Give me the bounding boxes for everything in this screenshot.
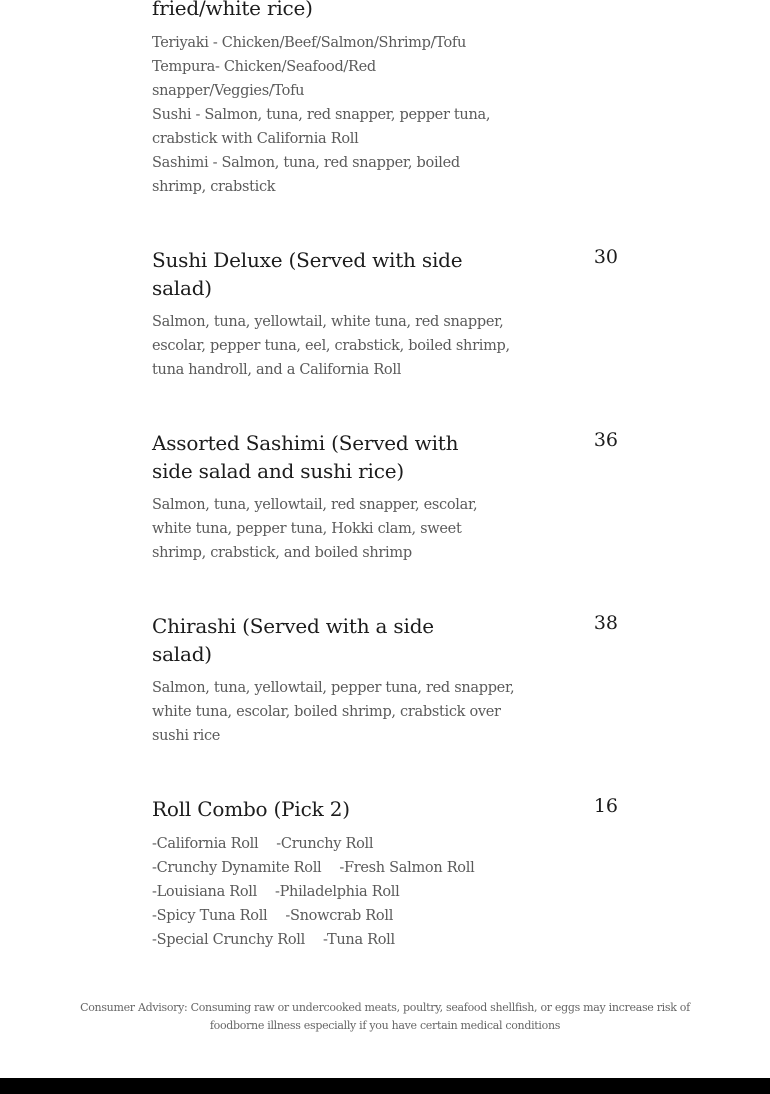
title-line: Assorted Sashimi (Served with <box>152 431 459 455</box>
combo-option: -Philadelphia Roll <box>274 884 400 900</box>
item-description-partial <box>152 31 490 199</box>
combo-option: -California Roll <box>152 836 259 852</box>
combo-row <box>152 880 474 904</box>
item-description-chirashi <box>152 676 514 748</box>
item-description-assorted-sashimi <box>152 493 477 565</box>
combo-row <box>152 856 474 880</box>
description-line: escolar, pepper tuna, eel, crabstick, boiled shrimp, <box>152 338 510 354</box>
description-line: white tuna, pepper tuna, Hokki clam, sweet <box>152 521 462 537</box>
title-line: Chirashi (Served with a side <box>152 614 434 638</box>
description-line: snapper/Veggies/Tofu <box>152 83 305 99</box>
combo-option: -Snowcrab Roll <box>285 908 394 924</box>
title-line: salad) <box>152 642 212 666</box>
combo-option: -Spicy Tuna Roll <box>152 908 268 924</box>
description-line: Tempura- Chicken/Seafood/Red <box>152 59 376 75</box>
combo-option: -Crunchy Roll <box>276 836 374 852</box>
description-line: sushi rice <box>152 728 221 744</box>
item-title-chirashi <box>152 612 434 668</box>
title-line: Roll Combo (Pick 2) <box>152 797 350 821</box>
item-description-roll-combo <box>152 832 474 952</box>
description-line: Teriyaki - Chicken/Beef/Salmon/Shrimp/Tofu <box>152 35 466 51</box>
combo-option: -Fresh Salmon Roll <box>339 860 475 876</box>
combo-row <box>152 832 474 856</box>
item-title-roll-combo <box>152 795 350 823</box>
combo-option: -Crunchy Dynamite Roll <box>152 860 322 876</box>
advisory-line: Consumer Advisory: Consuming raw or undercooked meats, poultry, seafood shellfish, or eggs may increase risk of <box>80 1001 690 1014</box>
description-line: Salmon, tuna, yellowtail, red snapper, escolar, <box>152 497 478 513</box>
page-bottom-bar <box>0 1078 770 1094</box>
description-line: Salmon, tuna, yellowtail, white tuna, red snapper, <box>152 314 504 330</box>
consumer-advisory <box>60 999 710 1035</box>
item-title-sushi-deluxe <box>152 246 462 302</box>
description-line: shrimp, crabstick, and boiled shrimp <box>152 545 412 561</box>
advisory-line: foodborne illness especially if you have certain medical conditions <box>209 1019 561 1032</box>
description-line: white tuna, escolar, boiled shrimp, crabstick over <box>152 704 501 720</box>
item-title-assorted-sashimi <box>152 429 458 485</box>
item-title-partial: fried/white rice) <box>152 0 313 20</box>
combo-row <box>152 904 474 928</box>
title-line: side salad and sushi rice) <box>152 459 404 483</box>
description-line: Sushi - Salmon, tuna, red snapper, pepper tuna, <box>152 107 491 123</box>
item-price-roll-combo: 16 <box>593 795 618 817</box>
description-line: shrimp, crabstick <box>152 179 276 195</box>
description-line: Sashimi - Salmon, tuna, red snapper, boiled <box>152 155 460 171</box>
description-line: tuna handroll, and a California Roll <box>152 362 402 378</box>
combo-option: -Special Crunchy Roll <box>152 932 305 948</box>
title-line: salad) <box>152 276 212 300</box>
description-line: Salmon, tuna, yellowtail, pepper tuna, red snapper, <box>152 680 515 696</box>
description-line: crabstick with California Roll <box>152 131 359 147</box>
combo-row <box>152 928 474 952</box>
title-line: Sushi Deluxe (Served with side <box>152 248 463 272</box>
combo-option: -Louisiana Roll <box>152 884 257 900</box>
item-description-sushi-deluxe <box>152 310 510 382</box>
item-price-chirashi: 38 <box>593 612 618 634</box>
item-price-sushi-deluxe: 30 <box>593 246 618 268</box>
item-price-assorted-sashimi: 36 <box>593 429 618 451</box>
combo-option: -Tuna Roll <box>322 932 395 948</box>
